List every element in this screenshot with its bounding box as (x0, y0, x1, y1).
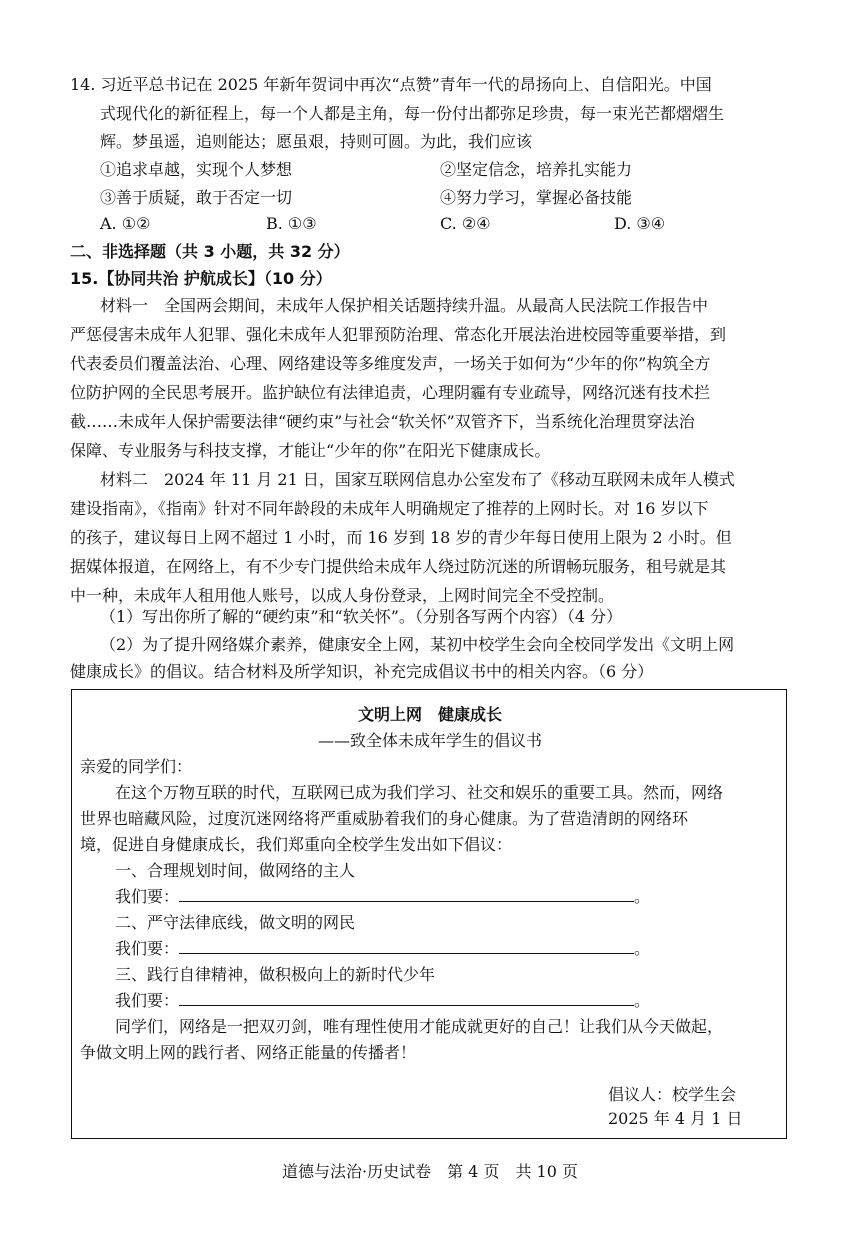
section-2-title: 二、非选择题（共 3 小题，共 32 分） (70, 242, 350, 261)
q14-stem-line3: 辉。梦虽遥，追则能达；愿虽艰，持则可圆。为此，我们应该 (100, 132, 533, 151)
proposal-signer: 倡议人：校学生会 (608, 1085, 737, 1104)
material-2-line3: 的孩子，建议每日上网不超过 1 小时，而 16 岁到 18 岁的青少年每日使用上限为 2 小时。但 (70, 528, 732, 547)
proposal-item-1: 一、合理规划时间，做网络的主人 (115, 861, 356, 880)
answer-prefix: 我们要： (115, 939, 180, 958)
proposal-greeting: 亲爱的同学们： (80, 757, 193, 776)
answer-prefix: 我们要： (115, 991, 180, 1010)
q14-option-3: ③善于质疑，敢于否定一切 (100, 188, 293, 207)
proposal-date: 2025 年 4 月 1 日 (608, 1109, 743, 1128)
q14-stem-line1: 14. 习近平总书记在 2025 年新年贺词中再次“点赞”青年一代的昂扬向上、自信阳光。中国 (70, 75, 712, 94)
q14-choice-c: C. ②④ (440, 214, 491, 233)
material-1-line6: 保障、专业服务与科技支撑，才能让“少年的你”在阳光下健康成长。 (70, 441, 551, 460)
q14-stem-line2: 式现代化的新征程上，每一个人都是主角，每一份付出都弥足珍贵，每一束光芒都熠熠生 (100, 104, 725, 123)
proposal-paragraph-line2: 世界也暗藏风险，过度沉迷网络将严重威胁着我们的身心健康。为了营造清朗的网络环 (80, 809, 689, 828)
proposal-paragraph-line1: 在这个万物互联的时代，互联网已成为我们学习、社交和娱乐的重要工具。然而，网络 (115, 783, 724, 802)
material-1-line4: 位防护网的全民思考展开。监护缺位有法律追责，心理阴霾有专业疏导，网络沉迷有技术拦 (70, 383, 711, 402)
q15-heading: 15.【协同共治 护航成长】（10 分） (70, 269, 332, 288)
answer-row-1 (115, 886, 650, 908)
answer-blank-2[interactable] (179, 939, 634, 954)
proposal-title: 文明上网 健康成长 (357, 705, 502, 724)
proposal-closing-line1: 同学们，网络是一把双刃剑，唯有理性使用才能成就更好的自己！让我们从今天做起， (115, 1017, 724, 1036)
material-2-line5: 中一种，未成年人租用他人账号，以成人身份登录，上网时间完全不受控制。 (70, 586, 615, 605)
material-1-line5: 截……未成年人保护需要法律“硬约束”与社会“软关怀”双管齐下，当系统化治理贯穿法治 (70, 412, 695, 431)
answer-blank-3[interactable] (179, 991, 634, 1006)
q14-choice-a: A. ①② (100, 214, 151, 233)
material-1-line1: 材料一 全国两会期间，未成年人保护相关话题持续升温。从最高人民法院工作报告中 (100, 296, 709, 315)
answer-period: 。 (634, 991, 651, 1010)
answer-blank-1[interactable] (179, 887, 634, 902)
material-1-line3: 代表委员们覆盖法治、心理、网络建设等多维度发声，一场关于如何为“少年的你”构筑全方 (70, 354, 711, 373)
q14-option-2: ②坚定信念，培养扎实能力 (440, 160, 633, 179)
proposal-item-2: 二、严守法律底线，做文明的网民 (115, 913, 356, 932)
material-1-line2: 严惩侵害未成年人犯罪、强化未成年人犯罪预防治理、常态化开展法治进校园等重要举措，到 (70, 325, 727, 344)
page-footer: 道德与法治·历史试卷 第 4 页 共 10 页 (282, 1162, 578, 1181)
proposal-paragraph-line3: 境，促进自身健康成长，我们郑重向全校学生发出如下倡议： (80, 835, 513, 854)
q14-option-1: ①追求卓越，实现个人梦想 (100, 160, 293, 179)
q14-choice-b: B. ①③ (266, 214, 317, 233)
q15-subquestion-2-line1: （2）为了提升网络媒介素养，健康安全上网，某初中校学生会向全校同学发出《文明上网 (100, 635, 735, 654)
q14-choice-d: D. ③④ (614, 214, 666, 233)
answer-row-2 (115, 938, 650, 960)
proposal-item-3: 三、践行自律精神，做积极向上的新时代少年 (115, 965, 436, 984)
answer-prefix: 我们要： (115, 887, 180, 906)
proposal-closing-line2: 争做文明上网的践行者、网络正能量的传播者！ (80, 1043, 417, 1062)
q15-subquestion-2-line2: 健康成长》的倡议。结合材料及所学知识，补充完成倡议书中的相关内容。（6 分） (70, 662, 654, 681)
q14-option-4: ④努力学习，掌握必备技能 (440, 188, 633, 207)
answer-row-3 (115, 990, 650, 1012)
material-2-line1: 材料二 2024 年 11 月 21 日，国家互联网信息办公室发布了《移动互联网未成年人模式 (100, 470, 735, 489)
proposal-subtitle: ——致全体未成年学生的倡议书 (317, 731, 542, 750)
material-2-line4: 据媒体报道，在网络上，有不少专门提供给未成年人绕过防沉迷的所谓畅玩服务，租号就是其 (70, 557, 727, 576)
answer-period: 。 (634, 887, 651, 906)
material-2-line2: 建设指南》，《指南》针对不同年龄段的未成年人明确规定了推荐的上网时长。对 16 岁以下 (70, 499, 709, 518)
answer-period: 。 (634, 939, 651, 958)
q15-subquestion-1: （1）写出你所了解的“硬约束”和“软关怀”。（分别各写两个内容）（4 分） (100, 607, 623, 626)
